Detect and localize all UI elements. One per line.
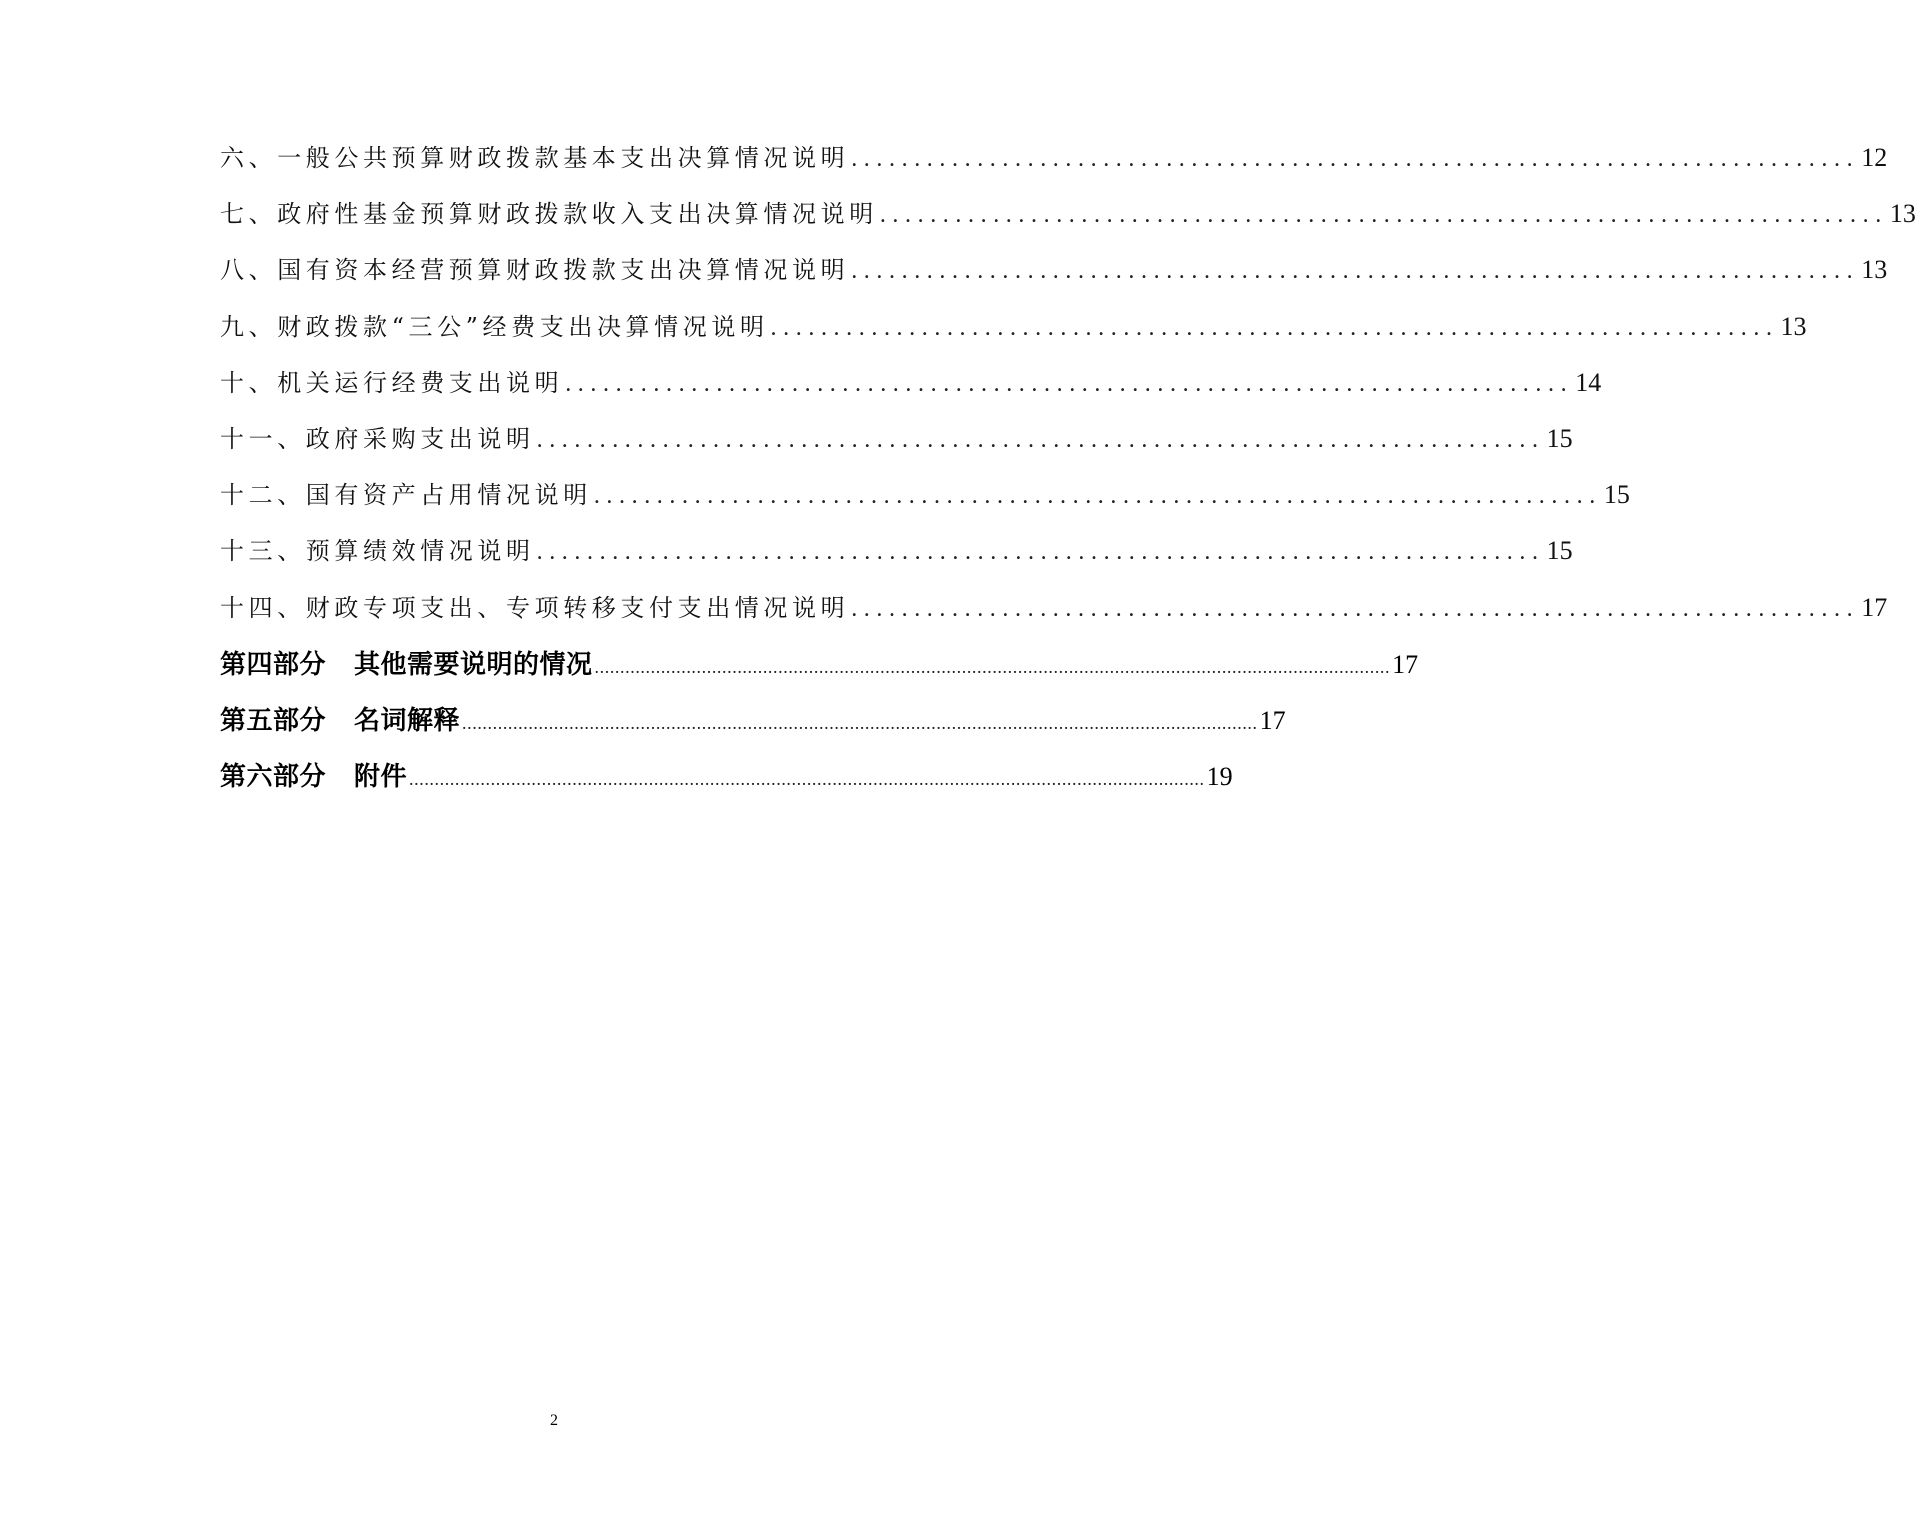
toc-entry-page: 14	[1575, 367, 1602, 397]
toc-entry-page: 17	[1861, 592, 1888, 622]
toc-part-page: 19	[1206, 762, 1233, 792]
toc-part-label	[220, 756, 407, 793]
toc-entry-page: 12	[1861, 143, 1888, 172]
toc-entry-page: 15	[1546, 423, 1573, 453]
toc-entry-label: 十三、预算绩效情况说明	[220, 537, 535, 566]
toc-part-entry[interactable]	[220, 644, 1419, 700]
toc-entry[interactable]	[220, 363, 1602, 419]
dot-leader: ................................................................................	[565, 370, 1574, 397]
toc-entry-page: 13	[1889, 199, 1916, 229]
toc-entry-page: 15	[1603, 480, 1630, 510]
toc-entry[interactable]	[220, 307, 1807, 363]
toc-part-label	[220, 700, 460, 737]
dot-leader: ............................................................................................................................................................	[462, 712, 1258, 733]
toc-entry[interactable]	[220, 138, 1888, 194]
toc-part-title: 名词解释	[354, 705, 461, 736]
toc-entry-label: 十四、财政专项支出、专项转移支付支出情况说明	[220, 593, 850, 622]
toc-part-title: 附件	[354, 762, 408, 793]
dot-leader: ................................................................................	[851, 595, 1860, 622]
toc-part-label	[220, 644, 593, 681]
toc-part-title: 其他需要说明的情况	[354, 649, 593, 680]
toc-entry-label: 十二、国有资产占用情况说明	[220, 481, 592, 510]
toc-entry-label: 十一、政府采购支出说明	[220, 424, 535, 453]
page-number: 2	[550, 1412, 558, 1429]
dot-leader: ................................................................................	[879, 202, 1888, 229]
toc-part-number: 第六部分	[220, 762, 327, 793]
toc-entry[interactable]	[220, 194, 1916, 250]
toc-entry[interactable]	[220, 475, 1630, 531]
toc-part-entry[interactable]	[220, 756, 1233, 812]
toc-entry[interactable]	[220, 250, 1888, 306]
dot-leader: ............................................................................................................................................................	[594, 656, 1391, 677]
dot-leader: ................................................................................	[851, 258, 1860, 285]
toc-entry-label: 七、政府性基金预算财政拨款收入支出决算情况说明	[220, 200, 878, 229]
dot-leader: ................................................................................	[536, 539, 1545, 566]
dot-leader: ................................................................................	[770, 314, 1779, 341]
toc-entry-label: 九、财政拨款“三公”经费支出决算情况说明	[220, 312, 769, 341]
toc-entry-page: 15	[1546, 536, 1573, 566]
toc-part-entry[interactable]	[220, 700, 1286, 756]
toc-part-number: 第五部分	[220, 705, 327, 736]
dot-leader: ............................................................................................................................................................	[409, 769, 1205, 790]
dot-leader: ................................................................................	[593, 483, 1602, 510]
dot-leader: ................................................................................	[536, 426, 1545, 453]
toc-entry-page: 13	[1861, 255, 1888, 285]
toc-entry-label: 六、一般公共预算财政拨款基本支出决算情况说明	[220, 144, 850, 172]
toc-part-page: 17	[1392, 649, 1419, 679]
toc-entry-label: 十、机关运行经费支出说明	[220, 368, 564, 397]
toc-entry-page: 13	[1780, 311, 1807, 341]
toc-part-page: 17	[1259, 705, 1286, 735]
toc-entry-label: 八、国有资本经营预算财政拨款支出决算情况说明	[220, 256, 850, 285]
toc-entry[interactable]	[220, 531, 1573, 587]
table-of-contents	[220, 138, 1916, 812]
toc-entry[interactable]	[220, 588, 1888, 644]
toc-part-number: 第四部分	[220, 649, 327, 680]
dot-leader: ................................................................................	[851, 146, 1860, 172]
toc-entry[interactable]	[220, 419, 1573, 475]
